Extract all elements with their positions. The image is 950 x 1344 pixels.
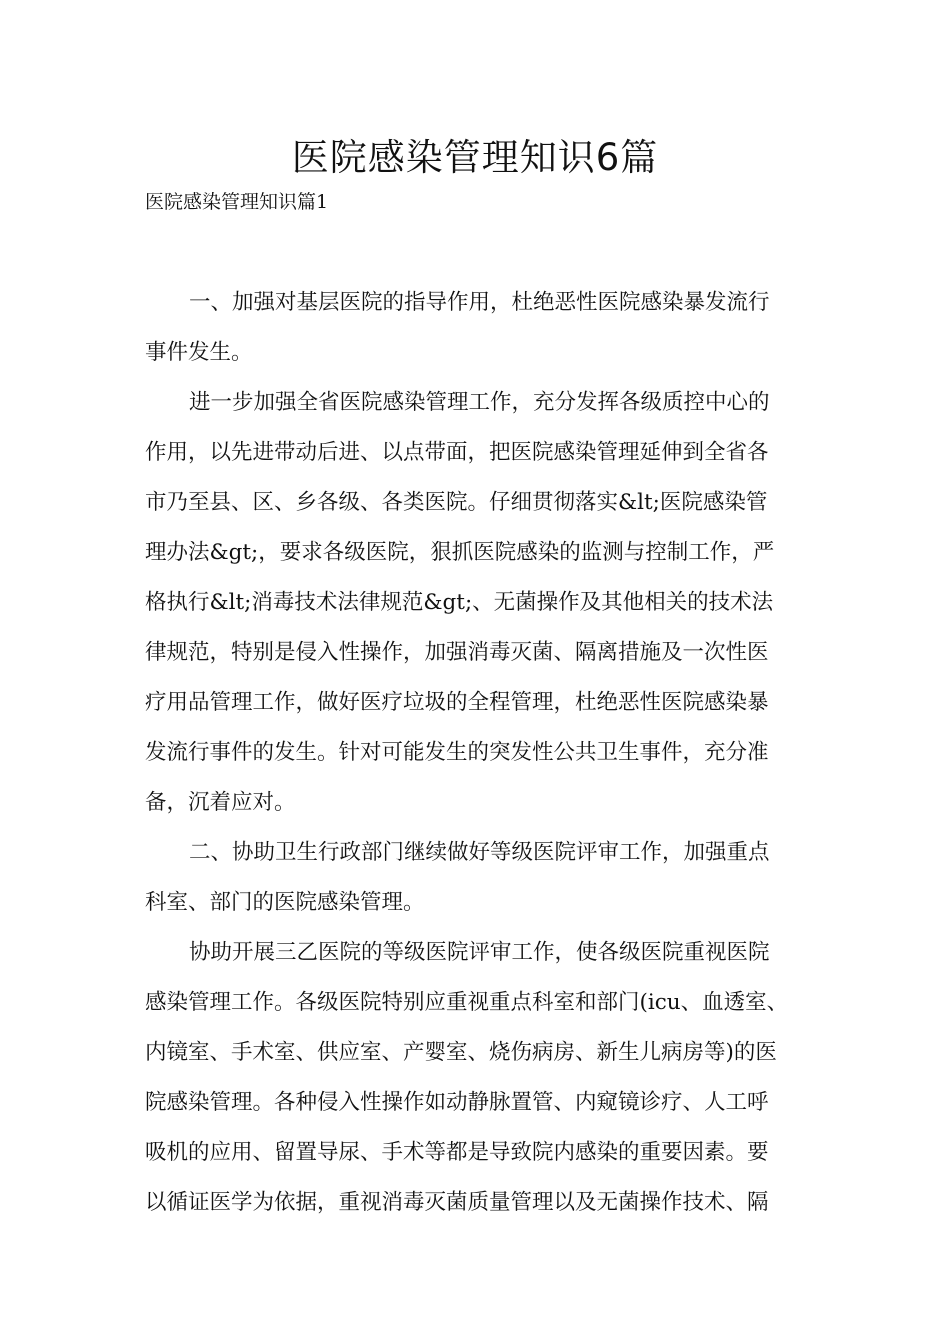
paragraph-line: 二、协助卫生行政部门继续做好等级医院评审工作，加强重点 <box>189 840 770 865</box>
paragraph-line: 进一步加强全省医院感染管理工作，充分发挥各级质控中心的 <box>189 390 770 415</box>
paragraph-line: 协助开展三乙医院的等级医院评审工作，使各级医院重视医院 <box>189 940 770 965</box>
paragraph-line: 格执行&lt;消毒技术法律规范&gt;、无菌操作及其他相关的技术法 <box>145 590 774 615</box>
paragraph-line: 一、加强对基层医院的指导作用，杜绝恶性医院感染暴发流行 <box>189 290 770 315</box>
paragraph-line: 内镜室、手术室、供应室、产婴室、烧伤病房、新生儿病房等)的医 <box>145 1040 777 1065</box>
paragraph-line: 感染管理工作。各级医院特别应重视重点科室和部门(icu、血透室、 <box>145 990 789 1015</box>
paragraph-line: 疗用品管理工作，做好医疗垃圾的全程管理，杜绝恶性医院感染暴 <box>145 690 769 715</box>
paragraph-line: 理办法&gt;，要求各级医院，狠抓医院感染的监测与控制工作，严 <box>145 540 775 565</box>
section-heading: 医院感染管理知识篇1 <box>145 191 329 213</box>
paragraph-line: 吸机的应用、留置导尿、手术等都是导致院内感染的重要因素。要 <box>145 1140 769 1165</box>
paragraph-line: 事件发生。 <box>145 340 253 365</box>
paragraph-line: 以循证医学为依据，重视消毒灭菌质量管理以及无菌操作技术、隔 <box>145 1190 769 1215</box>
document-title: 医院感染管理知识6篇 <box>291 136 659 179</box>
paragraph-line: 律规范，特别是侵入性操作，加强消毒灭菌、隔离措施及一次性医 <box>145 640 769 665</box>
paragraph-line: 发流行事件的发生。针对可能发生的突发性公共卫生事件，充分准 <box>145 740 769 765</box>
paragraph-line: 备，沉着应对。 <box>145 790 296 815</box>
paragraph-line: 院感染管理。各种侵入性操作如动静脉置管、内窥镜诊疗、人工呼 <box>145 1090 769 1115</box>
paragraph-line: 科室、部门的医院感染管理。 <box>145 890 425 915</box>
document-body <box>145 278 807 1228</box>
paragraph-line: 作用，以先进带动后进、以点带面，把医院感染管理延伸到全省各 <box>145 440 769 465</box>
paragraph-line: 市乃至县、区、乡各级、各类医院。仔细贯彻落实&lt;医院感染管 <box>145 490 768 515</box>
